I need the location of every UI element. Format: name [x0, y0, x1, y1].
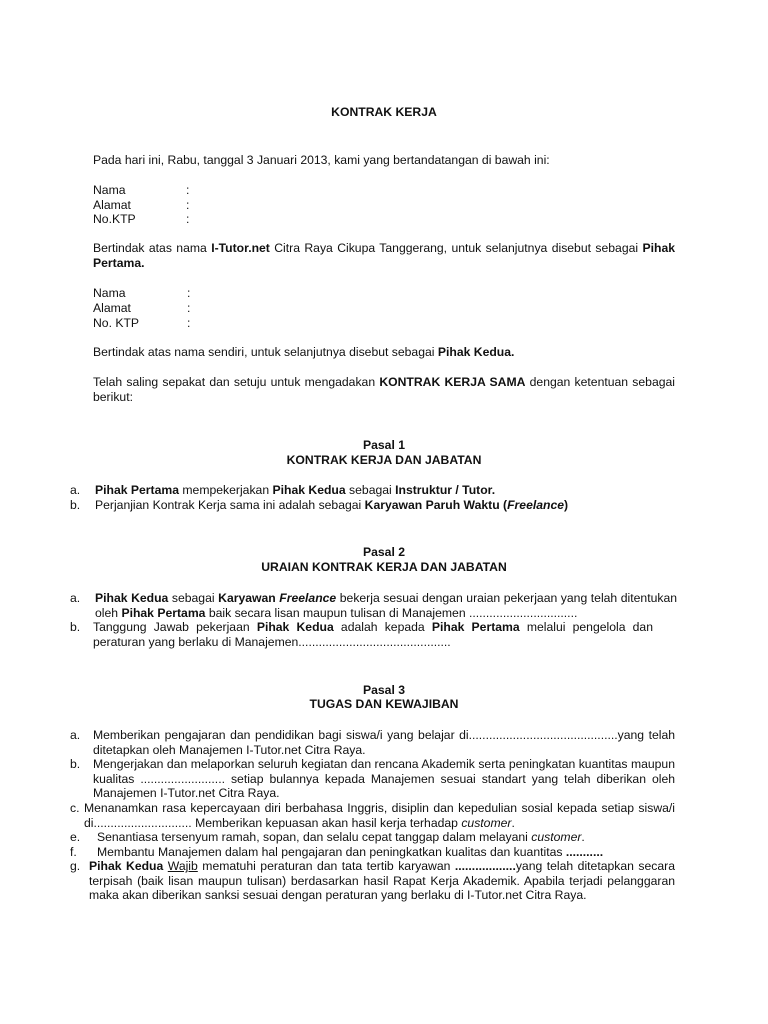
pasal3-number: Pasal 3 — [362, 683, 405, 697]
pasal2-a-marker: a. — [70, 591, 81, 605]
pasal1-a-p1: Pihak Pertama — [95, 483, 180, 497]
party1-statement — [93, 241, 675, 270]
pasal3-g-wajib: Wajib — [167, 859, 198, 873]
pasal2-a-p3: Freelance — [279, 591, 337, 605]
pasal3-e-text2: . — [581, 830, 585, 844]
party1-company: I-Tutor.net — [211, 241, 270, 255]
pasal1-a-t2: sebagai — [345, 483, 396, 497]
pasal3-item-b — [93, 757, 675, 801]
pasal2-a-t3: baik secara lisan maupun tulisan di Manajemen ................................ — [205, 605, 578, 620]
pasal3-c-italic: customer — [461, 815, 512, 830]
party1-ktp-colon: : — [186, 212, 190, 226]
pasal1-a-p2: Pihak Kedua — [272, 483, 346, 497]
pasal2-b-t3: melalui pengelola dan peraturan yang berlaku di Manajemen............................................. — [93, 620, 653, 649]
pasal2-b-t1: Tanggung Jawab pekerjaan — [93, 620, 257, 634]
party2-nama-label: Nama — [93, 286, 126, 300]
pasal3-b-text1: Mengerjakan dan melaporkan seluruh kegiatan dan rencana Akademik serta peningkatan kuantitas maupun kualitas — [93, 757, 675, 786]
party2-ktp-colon: : — [187, 316, 191, 330]
pasal3-g-text1: mematuhi peraturan dan tata tertib karyawan — [197, 859, 455, 873]
party2-nama-colon: : — [187, 286, 191, 300]
pasal2-item-a — [95, 591, 677, 620]
pasal3-item-e — [97, 830, 585, 845]
pasal2-a-t2: bekerja sesuai dengan uraian pekerjaan yang telah ditentukan oleh — [95, 591, 678, 620]
pasal3-g-text2: yang telah ditetapkan secara terpisah (baik lisan maupun tulisan) berdasarkan hasil Rapat Kerja Akademik. Apabila terjadi pelanggaran maka akan diberikan sanksi sesuai dengan peraturan yang berlaku di I-Tutor.net Citra Raya. — [89, 859, 675, 902]
pasal1-b-t1: Perjanjian Kontrak Kerja sama ini adalah sebagai — [95, 498, 365, 512]
party2-role: Pihak Kedua. — [437, 345, 515, 359]
pasal2-a-p2: Karyawan — [218, 591, 280, 605]
pasal2-item-b — [93, 620, 653, 649]
pasal2-number: Pasal 2 — [362, 545, 405, 559]
pasal1-item-a — [95, 483, 495, 498]
pasal2-b-marker: b. — [70, 620, 81, 634]
pasal1-heading: KONTRAK KERJA DAN JABATAN — [286, 453, 482, 467]
pasal3-e-marker: e. — [70, 830, 81, 844]
agreement-after: dengan ketentuan sebagai berikut: — [93, 375, 675, 404]
party1-ktp-label: No.KTP — [93, 212, 136, 226]
pasal3-g-dots: .................. — [454, 859, 516, 873]
pasal1-b-p1: Karyawan Paruh Waktu ( — [364, 498, 508, 512]
pasal1-a-p3: Instruktur / Tutor. — [395, 483, 496, 497]
pasal3-item-f — [97, 845, 603, 860]
pasal2-b-t2: adalah kepada — [333, 620, 432, 634]
pasal1-a-marker: a. — [70, 483, 81, 497]
pasal3-b-dots: ......................... — [140, 771, 225, 786]
pasal1-a-t1: mempekerjakan — [179, 483, 273, 497]
pasal3-g-p1: Pihak Kedua — [89, 859, 164, 873]
party2-ktp-label: No. KTP — [93, 316, 140, 330]
party1-nama-label: Nama — [93, 183, 126, 197]
pasal1-b-marker: b. — [70, 498, 81, 512]
pasal3-g-marker: g. — [70, 859, 81, 873]
document-title: KONTRAK KERJA — [331, 105, 437, 119]
party1-statement-middle: Citra Raya Cikupa Tanggerang, untuk selanjutnya disebut sebagai — [269, 241, 643, 255]
pasal3-b-marker: b. — [70, 757, 81, 771]
pasal1-item-b — [95, 498, 568, 513]
party1-statement-text: Bertindak atas nama — [93, 241, 212, 255]
pasal1-number: Pasal 1 — [362, 438, 405, 452]
pasal3-e-text1: Senantiasa tersenyum ramah, sopan, dan selalu cepat tanggap dalam melayani — [97, 830, 532, 844]
party2-alamat-colon: : — [187, 301, 191, 315]
pasal3-c-text1: Menanamkan rasa kepercayaan diri berbahasa Inggris, disiplin dan kepedulian sosial kepada setiap siswa/i di............................. Memberikan kepuasan akan hasil kerja terhadap — [84, 801, 675, 830]
party2-alamat-label: Alamat — [93, 301, 131, 315]
pasal3-f-dots: ........... — [565, 845, 604, 859]
pasal2-heading: URAIAN KONTRAK KERJA DAN JABATAN — [261, 560, 507, 574]
pasal2-b-p2: Pihak Pertama — [431, 620, 520, 634]
pasal3-heading: TUGAS DAN KEWAJIBAN — [309, 697, 459, 711]
pasal1-b-p3: ) — [564, 498, 569, 512]
party1-alamat-colon: : — [186, 198, 190, 212]
pasal2-a-t1: sebagai — [168, 591, 219, 605]
pasal3-item-g — [89, 859, 675, 903]
pasal3-f-text1: Membantu Manajemen dalam hal pengajaran dan peningkatkan kualitas dan kuantitas — [97, 845, 566, 859]
agreement-before: Telah saling sepakat dan setuju untuk mengadakan — [93, 375, 380, 389]
pasal3-item-a: Memberikan pengajaran dan pendidikan bagi siswa/i yang belajar di............................................yang telah ditetapkan oleh Manajemen I-Tutor.net Citra Raya. — [93, 728, 675, 757]
party2-statement-text: Bertindak atas nama sendiri, untuk selanjutnya disebut sebagai — [93, 345, 438, 359]
pasal3-c-text2: . — [511, 815, 515, 830]
intro-text: Pada hari ini, Rabu, tanggal 3 Januari 2013, kami yang bertandatangan di bawah ini: — [93, 153, 550, 167]
agreement-text — [93, 375, 675, 404]
pasal3-e-italic: customer — [531, 830, 582, 844]
agreement-bold: KONTRAK KERJA SAMA — [379, 375, 526, 389]
party1-role: Pihak Pertama. — [93, 241, 676, 270]
pasal2-a-p1: Pihak Kedua — [95, 591, 169, 605]
pasal3-item-c — [84, 801, 675, 830]
party1-nama-colon: : — [186, 183, 190, 197]
pasal3-f-marker: f. — [70, 845, 77, 859]
pasal3-b-text2: setiap bulannya kepada Manajemen sesuai standart yang telah diberikan oleh Manajemen I-Tutor.net Citra Raya. — [93, 771, 676, 800]
pasal2-a-p4: Pihak Pertama — [121, 605, 206, 620]
pasal3-c-marker: c. — [70, 801, 80, 815]
party2-statement — [93, 345, 514, 360]
pasal2-b-p1: Pihak Kedua — [256, 620, 334, 634]
pasal3-a-marker: a. — [70, 728, 81, 742]
pasal1-b-p2: Freelance — [507, 498, 565, 512]
party1-alamat-label: Alamat — [93, 198, 131, 212]
